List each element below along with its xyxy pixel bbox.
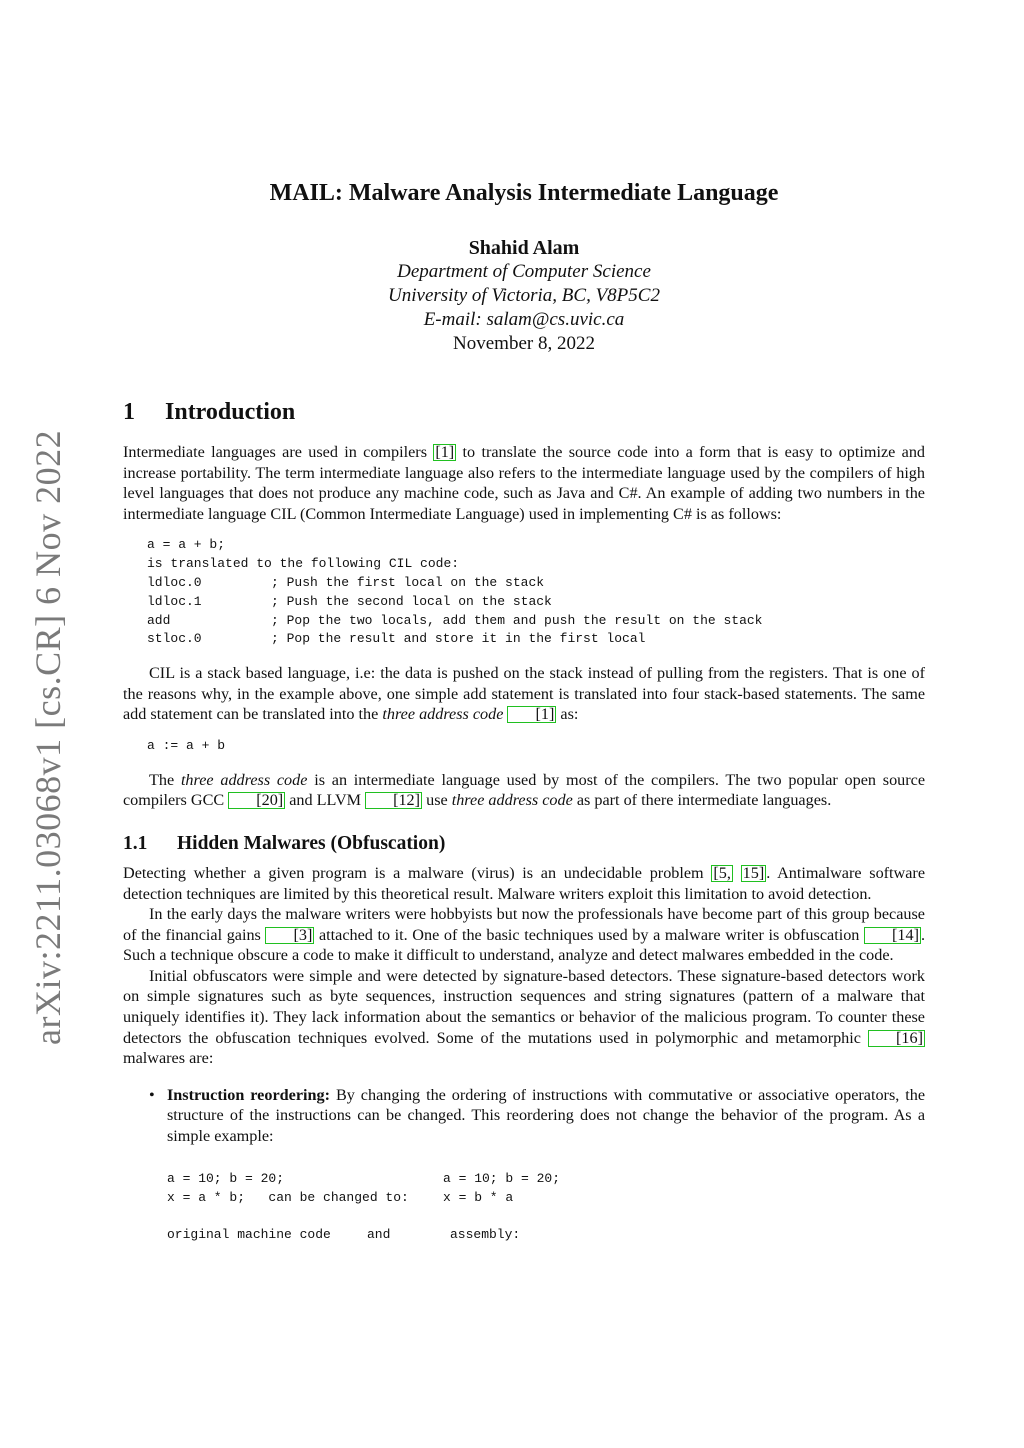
citation-link[interactable]: [14] [864, 927, 921, 944]
code-op: ldloc.1 [147, 593, 202, 609]
tac-code-block: a := a + b [147, 737, 226, 753]
section-heading-introduction [123, 396, 925, 428]
code-row [167, 1225, 925, 1244]
citation-link[interactable]: [20] [228, 792, 285, 809]
code-row [147, 593, 925, 612]
intro-paragraph-1 [123, 442, 925, 524]
code-op: stloc.0 [147, 631, 202, 647]
text-run: as part of there intermediate languages. [576, 791, 832, 810]
text-run: . Antimalware software detection techniques are limited by this theoretical result. Malware writers exploit this limitation to avoid detection. [123, 863, 926, 903]
paper-date: November 8, 2022 [453, 333, 595, 354]
code-comment: ; Pop the two locals, add them and push the result on the stack [271, 612, 763, 628]
text-run: as: [560, 705, 579, 724]
citation-link[interactable]: [12] [365, 792, 422, 809]
code-foot: original machine code [167, 1226, 331, 1242]
text-run: attached to it. One of the basic techniques used by a malware writer is obfuscation [318, 925, 860, 944]
code-comment: ; Push the second local on the stack [271, 593, 552, 609]
code-foot: and [367, 1226, 391, 1242]
code-op: add [147, 612, 171, 628]
intro-paragraph-3 [123, 770, 925, 811]
subsection-heading-hidden-malwares [123, 831, 925, 857]
citation-link[interactable]: [16] [868, 1030, 925, 1047]
malware-paragraph-2 [123, 904, 925, 966]
citation-link[interactable]: [5, [713, 863, 731, 882]
citation-link[interactable]: [3] [265, 927, 314, 944]
code-comment: ; Pop the result and store it in the first local [271, 631, 646, 647]
text-run: to translate the source code into a form that is easy to optimize and increase portability. The term intermediate language also refers to the intermediate language used by the compilers of high level languages that does not produce any machine code, such as Java and C#. An example of adding two numbers in the intermediate language CIL (Common Intermediate Language) used in implementing C# is as follows: [123, 443, 926, 523]
text-run: Intermediate languages are used in compilers [123, 443, 427, 461]
code-row [167, 1188, 925, 1207]
text-run: In the early days the malware writers were hobbyists but now the professionals have become part of this group because of the financial gains [123, 905, 925, 944]
section-title: Introduction [165, 399, 296, 425]
emphasis-text: three address code [180, 770, 308, 789]
citation-link[interactable]: 15] [742, 863, 765, 882]
bullet-label: Instruction reordering: [167, 1085, 331, 1104]
citation-link[interactable]: [1] [507, 706, 556, 723]
code-line: is translated to the following CIL code: [147, 556, 460, 572]
paper-body [123, 396, 925, 1244]
code-comment: ; Push the first local on the stack [271, 574, 545, 590]
code-left: x = a * b; can be changed to: [167, 1189, 409, 1205]
code-foot: assembly: [450, 1226, 521, 1242]
subsection-title: Hidden Malwares (Obfuscation) [177, 832, 446, 854]
emphasis-text: three address code [382, 705, 504, 724]
cil-code-block [147, 536, 925, 649]
arxiv-identifier: arXiv:2211.03068v1 [cs.CR] 6 Nov 2022 [28, 429, 68, 1045]
code-row [147, 612, 925, 631]
subsection-number: 1.1 [123, 832, 148, 854]
code-line: a = a + b; [147, 537, 226, 553]
text-run: and LLVM [289, 791, 362, 810]
text-run: . Such a technique obscure a code to make it difficult to understand, analyze and detect malwares embedded in the code. [123, 925, 926, 965]
author-name: Shahid Alam [468, 237, 580, 259]
code-right: a = 10; b = 20; [443, 1170, 561, 1186]
section-number: 1 [123, 399, 135, 425]
paper-title: MAIL: Malware Analysis Intermediate Language [269, 180, 779, 206]
reorder-code-block [167, 1169, 925, 1244]
text-run: malwares are: [123, 1049, 214, 1068]
author-block [123, 236, 925, 356]
citation-link[interactable]: [1] [435, 443, 455, 461]
text-run: use [426, 791, 448, 810]
malware-paragraph-3 [123, 966, 925, 1069]
code-right: x = b * a [443, 1189, 514, 1205]
text-run: CIL is a stack based language, i.e: the data is pushed on the stack instead of pulling from the registers. That is one of the reasons why, in the example above, one simple add statement is translated into four stack-based statements. The same add statement can be translated into the [123, 664, 925, 724]
text-run: Detecting whether a given program is a malware (virus) is an undecidable problem [123, 863, 704, 882]
code-left: a = 10; b = 20; [167, 1170, 285, 1186]
code-row [147, 630, 925, 649]
author-email: E-mail: salam@cs.uvic.ca [423, 309, 625, 330]
code-row [147, 574, 925, 593]
text-run: Initial obfuscators were simple and were detected by signature-based detectors. These signature-based detectors work on simple signatures such as byte sequences, instruction sequences and string signatures (pattern of a malware that uniquely identifies it). They lack information about the semantics or behavior of the malicious program. To counter these detectors the obfuscation techniques evolved. Some of the mutations used in polymorphic and metamorphic [123, 966, 925, 1047]
intro-paragraph-2 [123, 663, 925, 725]
emphasis-text: three address code [451, 791, 573, 810]
bullet-icon: • [149, 1085, 155, 1104]
code-row [167, 1169, 925, 1188]
mutation-list [123, 1085, 925, 1147]
author-university: University of Victoria, BC, V8P5C2 [388, 285, 660, 306]
text-run: The [149, 770, 175, 789]
text-run: is an intermediate language used by most of the compilers. The two popular open source compilers GCC [123, 770, 926, 810]
code-op: ldloc.0 [147, 574, 202, 590]
bullet-text: By changing the ordering of instructions with commutative or associative operators, the structure of the instructions can be changed. This reordering does not change the behavior of the program. As a simple example: [167, 1085, 926, 1146]
malware-paragraph-1 [123, 863, 925, 904]
author-department: Department of Computer Science [397, 261, 651, 282]
list-item [123, 1085, 925, 1147]
